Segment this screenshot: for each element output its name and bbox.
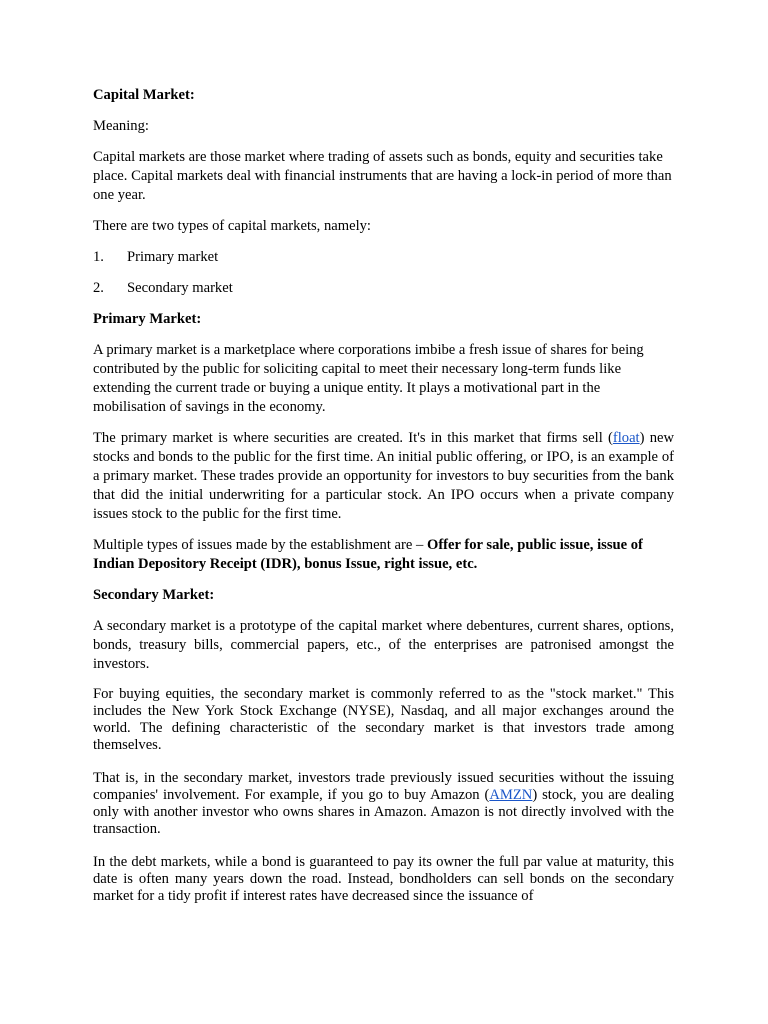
- list-number: 2.: [93, 280, 104, 296]
- intro-paragraph: Capital markets are those market where trading of assets such as bonds, equity and securities take place. Capital markets deal with financial instruments that are having a lock-in period of more than one year.: [93, 149, 672, 203]
- float-link[interactable]: float: [612, 430, 640, 446]
- doc-title: Capital Market:: [93, 87, 195, 103]
- types-intro: There are two types of capital markets, namely:: [93, 218, 371, 234]
- list-number: 1.: [93, 249, 104, 265]
- issues-paragraph: Multiple types of issues made by the establishment are – Offer for sale, public issue, issue of Indian Depository Receipt (IDR), bonus Issue, right issue, etc.: [93, 537, 643, 572]
- primary-paragraph-2: The primary market is where securities are created. It's in this market that firms sell (float) new stocks and bonds to the public for the first time. An initial public offering, or IPO, is an example of a primary market. These trades provide an opportunity for investors to buy securities from the bank that did the initial underwriting for a particular stock. An IPO occurs when a private company issues stock to the public for the first time.: [93, 430, 675, 522]
- secondary-paragraph-2: For buying equities, the secondary market is commonly referred to as the "stock market." This includes the New York Stock Exchange (NYSE), Nasdaq, and all major exchanges around the world. The defining characteristic of the secondary market is that investors trade among themselves.: [93, 686, 674, 753]
- secondary-heading: Secondary Market:: [93, 587, 215, 603]
- secondary-paragraph-3: That is, in the secondary market, investors trade previously issued securities without the issuing companies' involvement. For example, if you go to buy Amazon (AMZN) stock, you are dealing only with another investor who owns shares in Amazon. Amazon is not directly involved with the transaction.: [93, 770, 674, 837]
- meaning-label: Meaning:: [93, 118, 149, 134]
- secondary-paragraph-4: In the debt markets, while a bond is guaranteed to pay its owner the full par value at maturity, this date is often many years down the road. Instead, bondholders can sell bonds on the secondary market for a tidy profit if interest rates have decreased since the issuance of: [93, 854, 674, 904]
- primary-paragraph-1: A primary market is a marketplace where corporations imbibe a fresh issue of shares for being contributed by the public for soliciting capital to meet their necessary long-term funds like extending the current trade or buying a unique entity. It plays a motivational part in the mobilisation of savings in the economy.: [93, 342, 644, 415]
- list-label: Primary market: [127, 249, 219, 265]
- list-item: [93, 279, 674, 298]
- secondary-paragraph-1: A secondary market is a prototype of the capital market where debentures, current shares, options, bonds, treasury bills, commercial papers, etc., of the enterprises are patronised amongst the investors.: [93, 618, 674, 672]
- amzn-link[interactable]: AMZN: [489, 787, 533, 803]
- list-label: Secondary market: [127, 280, 233, 296]
- primary-heading: Primary Market:: [93, 311, 202, 327]
- document-body: [93, 86, 674, 921]
- issues-list: Offer for sale, public issue, issue of Indian Depository Receipt (IDR), bonus Issue, right issue, etc.: [93, 537, 643, 572]
- list-item: [93, 248, 674, 267]
